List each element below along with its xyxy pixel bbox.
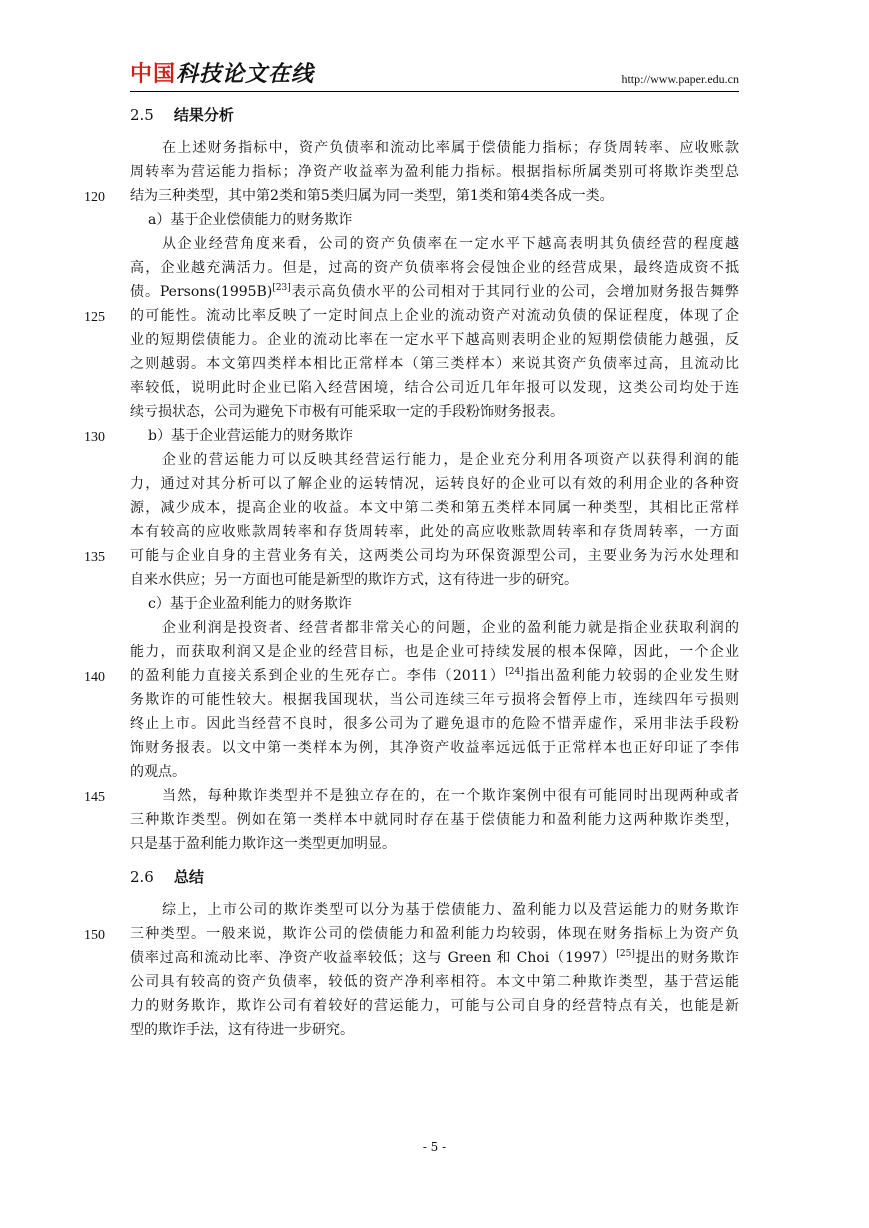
paragraph-line: 本有较高的应收账款周转率和存货周转率，此处的高应收账款周转率和存货周转率，一方面 bbox=[130, 524, 739, 540]
paragraph-line: 在上述财务指标中，资产负债率和流动比率属于偿债能力指标；存货周转率、应收账款 bbox=[162, 140, 739, 156]
paragraph-line: 的观点。 bbox=[130, 764, 186, 780]
paragraph-line: 能力，而获取利润又是企业的经营目标，也是企业可持续发展的根本保障，因此，一个企业 bbox=[130, 644, 739, 660]
citation: [24] bbox=[505, 667, 524, 677]
paragraph-line: 源，减少成本，提高企业的收益。本文中第二类和第五类样本同属一种类型，其相比正常样 bbox=[130, 500, 739, 516]
paragraph-line: 公司具有较高的资产负债率，较低的资产净利率相符。本文中第二种欺诈类型，基于营运能 bbox=[130, 974, 739, 990]
paragraph-line: 综上，上市公司的欺诈类型可以分为基于偿债能力、盈利能力以及营运能力的财务欺诈 bbox=[162, 902, 739, 918]
section-heading: 2.5 结果分析 bbox=[130, 106, 234, 124]
paragraph-line: 只是基于盈利能力欺诈这一类型更加明显。 bbox=[130, 836, 396, 852]
paragraph-line: 债。Persons(1995B)[23]表示高负债水平的公司相对于其同行业的公司，会增加财务报告舞弊 bbox=[130, 283, 739, 300]
citation: [25] bbox=[616, 949, 635, 959]
line-number: 125 bbox=[84, 310, 105, 325]
paragraph-line: 率较低，说明此时企业已陷入经营困境，结合公司近几年年报可以发现，这类公司均处于连 bbox=[130, 380, 739, 396]
citation: [23] bbox=[272, 283, 291, 293]
line-number: 145 bbox=[84, 790, 105, 805]
paragraph-line: 的盈利能力直接关系到企业的生死存亡。李伟（2011）[24]指出盈利能力较弱的企业发生财 bbox=[130, 667, 739, 684]
page-number: - 5 - bbox=[422, 1140, 447, 1154]
paragraph-line: 自来水供应；另一方面也可能是新型的欺诈方式，这有待进一步的研究。 bbox=[130, 572, 578, 588]
section-heading: 2.6 总结 bbox=[130, 868, 204, 886]
paragraph-line: 务欺诈的可能性较大。根据我国现状，当公司连续三年亏损将会暂停上市，连续四年亏损则 bbox=[130, 692, 739, 708]
paragraph-line: 三种类型。一般来说，欺诈公司的偿债能力和盈利能力均较弱，体现在财务指标上为资产负 bbox=[130, 926, 739, 942]
paragraph-line: 可能与企业自身的主营业务有关，这两类公司均为环保资源型公司，主要业务为污水处理和 bbox=[130, 548, 739, 564]
paragraph-line: 三种欺诈类型。例如在第一类样本中就同时存在基于偿债能力和盈利能力这两种欺诈类型， bbox=[130, 812, 739, 828]
subheading: b）基于企业营运能力的财务欺诈 bbox=[148, 428, 353, 444]
line-number: 150 bbox=[84, 928, 105, 943]
line-number: 135 bbox=[84, 550, 105, 565]
paragraph-line: 力的财务欺诈，欺诈公司有着较好的营运能力，可能与公司自身的经营特点有关，也能是新 bbox=[130, 998, 739, 1014]
paragraph-line: 续亏损状态，公司为避免下市极有可能采取一定的手段粉饰财务报表。 bbox=[130, 404, 564, 420]
paragraph-line: 终止上市。因此当经营不良时，很多公司为了避免退市的危险不惜弄虚作，采用非法手段粉 bbox=[130, 716, 739, 732]
paragraph-line: 从企业经营角度来看，公司的资产负债率在一定水平下越高表明其负债经营的程度越 bbox=[162, 236, 739, 252]
paragraph-line: 企业的营运能力可以反映其经营运行能力，是企业充分利用各项资产以获得利润的能 bbox=[162, 452, 739, 468]
paragraph-line: 高，企业越充满活力。但是，过高的资产负债率将会侵蚀企业的经营成果，最终造成资不抵 bbox=[130, 260, 739, 276]
paragraph-line: 债率过高和流动比率、净资产收益率较低；这与 Green 和 Choi（1997）[25]提出的财务欺诈 bbox=[130, 949, 740, 966]
paragraph-line: 当然，每种欺诈类型并不是独立存在的，在一个欺诈案例中很有可能同时出现两种或者 bbox=[162, 788, 739, 804]
paragraph-line: 型的欺诈手法，这有待进一步研究。 bbox=[130, 1022, 354, 1038]
paragraph-line: 周转率为营运能力指标；净资产收益率为盈利能力指标。根据指标所属类别可将欺诈类型总 bbox=[130, 164, 739, 180]
subheading: a）基于企业偿债能力的财务欺诈 bbox=[148, 212, 353, 228]
page-header bbox=[130, 60, 739, 90]
journal-logo: 中国科技论文在线 bbox=[130, 62, 315, 87]
line-number: 120 bbox=[84, 190, 105, 205]
header-url[interactable]: http://www.paper.edu.cn bbox=[621, 72, 739, 86]
paragraph-line: 力，通过对其分析可以了解企业的运转情况，运转良好的企业可以有效的利用企业的各种资 bbox=[130, 476, 739, 492]
header-divider bbox=[130, 91, 739, 92]
paragraph-line: 业的短期偿债能力。企业的流动比率在一定水平下越高则表明企业的短期偿债能力越强，反 bbox=[130, 332, 739, 348]
paragraph-line: 结为三种类型，其中第2类和第5类归属为同一类型，第1类和第4类各成一类。 bbox=[130, 188, 614, 204]
paragraph-line: 饰财务报表。以文中第一类样本为例，其净资产收益率远远低于正常样本也正好印证了李伟 bbox=[130, 740, 739, 756]
line-number: 140 bbox=[84, 670, 105, 685]
paragraph-line: 的可能性。流动比率反映了一定时间点上企业的流动资产对流动负债的保证程度，体现了企 bbox=[130, 308, 739, 324]
paragraph-line: 企业利润是投资者、经营者都非常关心的问题，企业的盈利能力就是指企业获取利润的 bbox=[162, 620, 739, 636]
paragraph-line: 之则越弱。本文第四类样本相比正常样本（第三类样本）来说其资产负债率过高，且流动比 bbox=[130, 356, 739, 372]
subheading: c）基于企业盈利能力的财务欺诈 bbox=[148, 596, 352, 612]
line-number: 130 bbox=[84, 430, 105, 445]
